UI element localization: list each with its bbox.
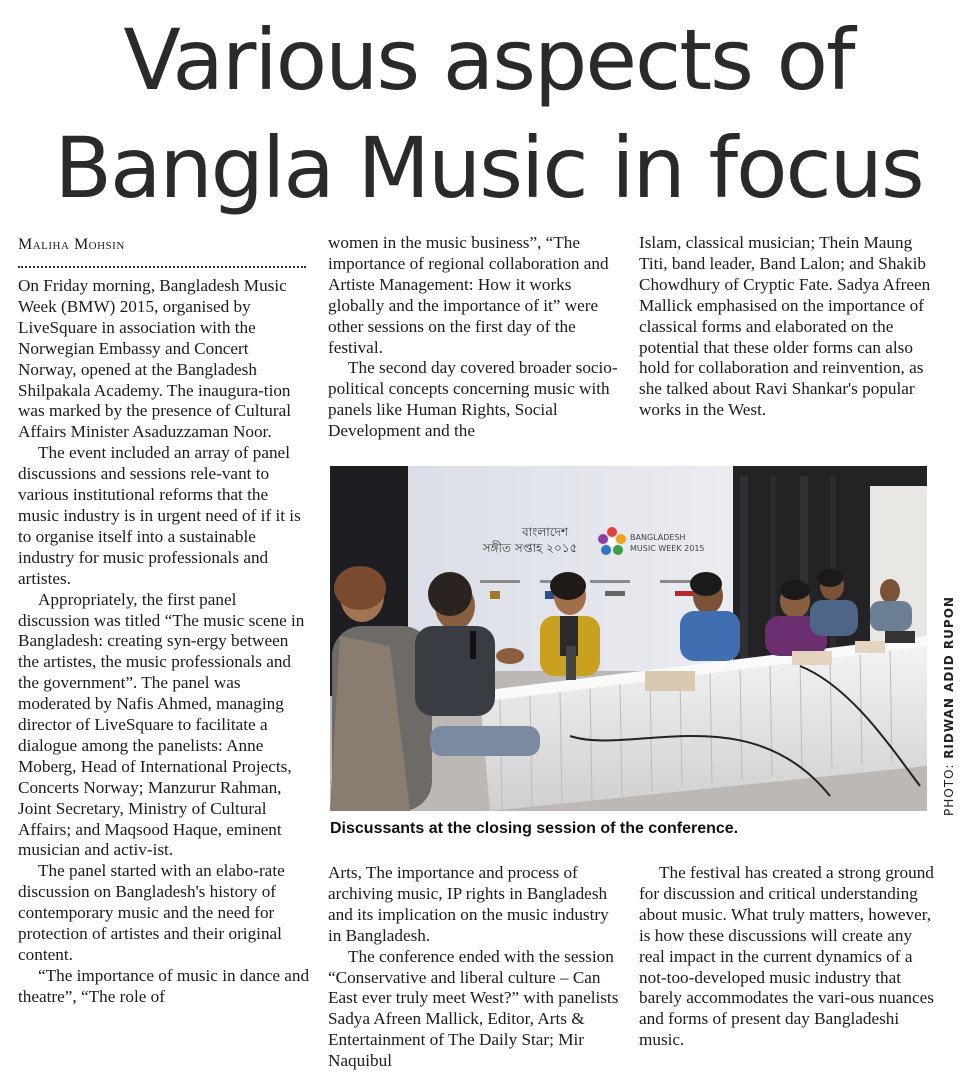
article-column-2-bottom	[328, 863, 623, 1072]
paragraph: The conference ended with the session “Conservative and liberal culture – Can East ever truly meet West?” with panelists Sadya Afreen Mallick, Editor, Arts & Entertainment of The Daily Star; Mir Naquibul	[328, 946, 619, 1071]
banner-bangla-line-2: সঙ্গীত সপ্তাহ ২০১৫	[482, 541, 578, 555]
paragraph: The festival has created a strong ground for discussion and critical understanding about music. What truly matters, however, is how these discussions will create any real impact in the current dynamics of a not-too-developed music industry that barely accommodates the vari-ous nuances and forms of present day Bangladeshi music.	[639, 863, 934, 1050]
article-column-3-bottom	[639, 863, 939, 1051]
article-column-2-top	[328, 233, 623, 442]
byline-dotted-rule	[18, 266, 306, 268]
banner-english-line-1: BANGLADESH	[630, 533, 686, 542]
headline	[0, 6, 977, 222]
banner-bangla-line-1: বাংলাদেশ	[522, 525, 568, 539]
conference-photo	[330, 466, 927, 811]
paragraph: Appropriately, the first panel discussion was titled “The music scene in Bangladesh: creating syn-ergy between the artistes, the music professionals and the government”. The panel was moderated by Nafis Ahmed, managing director of LiveSquare to facilitate a dialogue among the panelists: Anne Moberg, Head of International Projects, Concerts Norway; Manzurur Rahman, Joint Secretary, Ministry of Cultural Affairs; and Maqsood Haque, eminent musician and activ-ist.	[18, 589, 305, 860]
photo-credit	[937, 596, 961, 816]
paragraph: The event included an array of panel discussions and sessions rele-vant to various institutional reforms that the music industry is in urgent need of if it is to organise itself into a sustainable industry for music professionals and artistes.	[18, 443, 301, 588]
paragraph: Islam, classical musician; Thein Maung Titi, band leader, Band Lalon; and Shakib Chowdhury of Cryptic Fate. Sadya Afreen Mallick emphasised on the importance of classical forms and elaborated on the potential that these older forms can also hold for collaboration and reinvention, as she talked about Ravi Shankar's popular works in the West.	[639, 233, 931, 420]
photo-credit-name: RIDWAN ADID RUPON	[942, 596, 956, 759]
byline: Maliha Mohsin	[18, 236, 125, 253]
photo-caption: Discussants at the closing session of the conference.	[330, 820, 739, 837]
headline-line-2: Bangla Music in focus	[54, 119, 923, 217]
paragraph: Arts, The importance and process of archiving music, IP rights in Bangladesh and its implication on the music industry in Bangladesh.	[328, 863, 609, 945]
paragraph: “The importance of music in dance and theatre”, “The role of	[18, 965, 310, 1006]
article-column-3-top	[639, 233, 939, 421]
paragraph: The second day covered broader socio-political concepts concerning music with panels like Human Rights, Social Development and the	[328, 358, 618, 441]
paragraph: On Friday morning, Bangladesh Music Week (BMW) 2015, organised by LiveSquare in association with the Norwegian Embassy and Concert Norway, opened at the Bangladesh Shilpakala Academy. The inaugura-tion was marked by the presence of Cultural Affairs Minister Asaduzzaman Noor.	[18, 276, 291, 442]
photo-credit-label: PHOTO:	[942, 763, 956, 816]
paragraph: women in the music business”, “The importance of regional collaboration and Artiste Management: How it works globally and the importance of it” were other sessions on the first day of the festival.	[328, 233, 609, 357]
article-column-1	[18, 276, 310, 1008]
headline-line-1: Various aspects of	[123, 11, 854, 109]
paragraph: The panel started with an elabo-rate discussion on Bangladesh's history of contemporary music and the need for protection of artistes and their original content.	[18, 861, 285, 964]
banner-english-line-2: MUSIC WEEK 2015	[630, 544, 705, 553]
